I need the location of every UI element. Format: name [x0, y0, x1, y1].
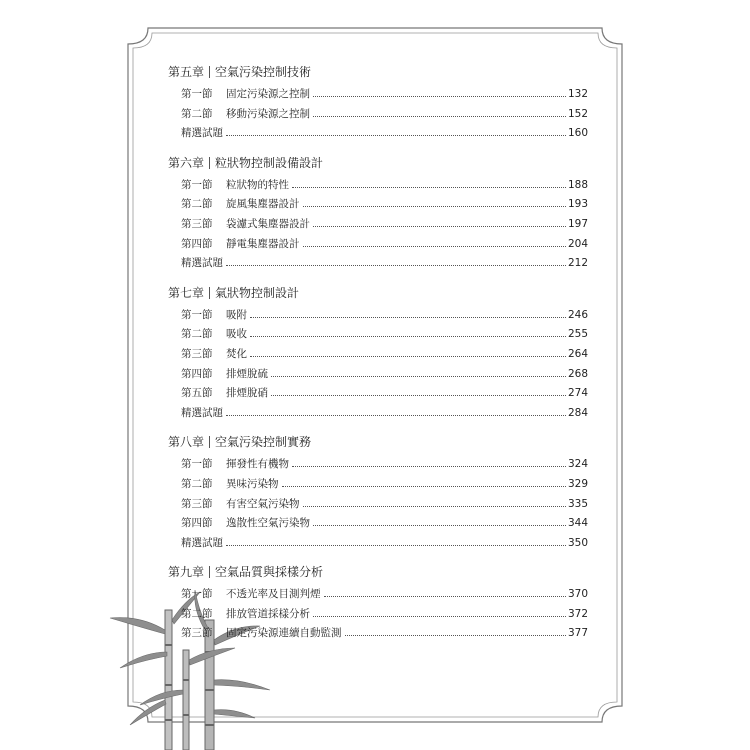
chapter-block: [168, 564, 588, 644]
page-number: 193: [567, 198, 588, 211]
chapter-divider: [209, 566, 210, 578]
dot-leader: [303, 505, 566, 507]
chapter-title: 空氣品質與採樣分析: [215, 565, 324, 580]
dot-leader: [313, 225, 566, 227]
dot-leader: [271, 375, 566, 377]
section-number: 第四節: [181, 237, 213, 250]
toc-entry[interactable]: [168, 325, 588, 345]
chapter-heading[interactable]: [168, 64, 588, 81]
section-title: 排放管道採樣分析: [226, 607, 310, 620]
chapter-heading[interactable]: [168, 434, 588, 451]
toc-entry[interactable]: [168, 585, 588, 605]
chapter-number: 第八章: [168, 435, 205, 450]
section-number: 第一節: [181, 308, 213, 321]
page-number: 350: [567, 536, 588, 549]
chapter-number: 第九章: [168, 565, 205, 580]
page-number: 197: [567, 217, 588, 230]
chapter-heading[interactable]: [168, 155, 588, 172]
chapter-divider: [209, 66, 210, 78]
dot-leader: [303, 205, 566, 207]
dot-leader: [324, 595, 566, 597]
toc-entry[interactable]: [168, 124, 588, 144]
dot-leader: [303, 245, 566, 247]
page-number: 344: [567, 517, 588, 530]
dot-leader: [250, 355, 566, 357]
section-number: 第一節: [181, 588, 213, 601]
section-title: 精選試題: [181, 127, 223, 140]
dot-leader: [226, 264, 566, 266]
toc-entry[interactable]: [168, 475, 588, 495]
page-number: 370: [567, 588, 588, 601]
dot-leader: [292, 186, 566, 188]
chapter-heading[interactable]: [168, 285, 588, 302]
toc-entry[interactable]: [168, 176, 588, 196]
dot-leader: [313, 615, 566, 617]
toc-entry[interactable]: [168, 306, 588, 326]
dot-leader: [345, 634, 566, 636]
page-number: 246: [567, 308, 588, 321]
toc-entry[interactable]: [168, 404, 588, 424]
chapter-block: [168, 285, 588, 424]
section-title: 吸收: [226, 328, 247, 341]
section-title: 精選試題: [181, 536, 223, 549]
section-title: 固定污染源之控制: [226, 88, 310, 100]
chapter-block: [168, 64, 588, 144]
toc-entry[interactable]: [168, 455, 588, 475]
chapter-number: 第七章: [168, 285, 205, 300]
page-number: 377: [567, 627, 588, 640]
page-number: 274: [567, 387, 588, 400]
dot-leader: [250, 335, 566, 337]
section-title: 固定污染源連續自動監測: [226, 627, 342, 640]
dot-leader: [282, 485, 566, 487]
table-of-contents: [168, 64, 588, 655]
page-number: 255: [567, 328, 588, 341]
toc-entry[interactable]: [168, 85, 588, 105]
page-number: 335: [567, 497, 588, 510]
toc-entry[interactable]: [168, 345, 588, 365]
toc-entry[interactable]: [168, 384, 588, 404]
section-title: 異味污染物: [226, 477, 279, 490]
chapter-divider: [209, 436, 210, 448]
section-title: 有害空氣污染物: [226, 497, 300, 510]
page-number: 268: [567, 367, 588, 380]
toc-entry[interactable]: [168, 495, 588, 515]
chapter-divider: [209, 157, 210, 169]
section-number: 第五節: [181, 387, 213, 400]
dot-leader: [226, 414, 566, 416]
section-title: 精選試題: [181, 406, 223, 419]
toc-entry[interactable]: [168, 534, 588, 554]
page-number: 284: [567, 406, 588, 419]
page-number: 204: [567, 237, 588, 250]
chapter-divider: [209, 287, 210, 299]
dot-leader: [313, 115, 566, 117]
dot-leader: [313, 524, 566, 526]
section-number: 第一節: [181, 88, 213, 100]
toc-entry[interactable]: [168, 235, 588, 255]
chapter-title: 粒狀物控制設備設計: [215, 155, 324, 170]
toc-entry[interactable]: [168, 105, 588, 125]
section-number: 第二節: [181, 198, 213, 211]
section-title: 靜電集塵器設計: [226, 237, 300, 250]
section-title: 焚化: [226, 347, 247, 360]
chapter-title: 空氣污染控制技術: [215, 65, 312, 79]
section-title: 移動污染源之控制: [226, 107, 310, 120]
toc-entry[interactable]: [168, 254, 588, 274]
chapter-number: 第五章: [168, 65, 205, 79]
section-title: 排煙脫硝: [226, 387, 268, 400]
section-number: 第三節: [181, 627, 213, 640]
toc-entry[interactable]: [168, 365, 588, 385]
section-title: 排煙脫硫: [226, 367, 268, 380]
chapter-heading[interactable]: [168, 564, 588, 581]
chapter-block: [168, 155, 588, 274]
dot-leader: [226, 134, 566, 136]
dot-leader: [313, 95, 566, 97]
toc-entry[interactable]: [168, 215, 588, 235]
page-number: 329: [567, 477, 588, 490]
dot-leader: [226, 544, 566, 546]
page-number: 212: [567, 257, 588, 270]
section-title: 逸散性空氣污染物: [226, 517, 310, 530]
page-number: 160: [567, 127, 588, 140]
toc-entry[interactable]: [168, 624, 588, 644]
chapter-title: 空氣污染控制實務: [215, 435, 312, 450]
section-number: 第二節: [181, 107, 213, 120]
section-number: 第一節: [181, 178, 213, 191]
section-number: 第一節: [181, 458, 213, 471]
section-title: 吸附: [226, 308, 247, 321]
page-number: 264: [567, 347, 588, 360]
toc-entry[interactable]: [168, 195, 588, 215]
dot-leader: [292, 465, 566, 467]
section-title: 袋濾式集塵器設計: [226, 217, 310, 230]
section-title: 揮發性有機物: [226, 458, 289, 471]
section-title: 不透光率及目測判煙: [226, 588, 321, 601]
page-number: 372: [567, 607, 588, 620]
page-number: 324: [567, 458, 588, 471]
chapter-title: 氣狀物控制設計: [215, 285, 300, 300]
chapter-block: [168, 434, 588, 553]
page-number: 188: [567, 178, 588, 191]
section-number: 第三節: [181, 347, 213, 360]
section-title: 精選試題: [181, 257, 223, 270]
toc-entry[interactable]: [168, 514, 588, 534]
section-title: 粒狀物的特性: [226, 178, 289, 191]
section-number: 第三節: [181, 217, 213, 230]
dot-leader: [271, 394, 566, 396]
section-number: 第二節: [181, 477, 213, 490]
section-number: 第三節: [181, 497, 213, 510]
chapter-number: 第六章: [168, 155, 205, 170]
section-number: 第四節: [181, 367, 213, 380]
section-number: 第四節: [181, 517, 213, 530]
section-number: 第二節: [181, 607, 213, 620]
toc-entry[interactable]: [168, 605, 588, 625]
dot-leader: [250, 316, 566, 318]
page-number: 132: [567, 88, 588, 100]
section-title: 旋風集塵器設計: [226, 198, 300, 211]
page-number: 152: [567, 107, 588, 120]
section-number: 第二節: [181, 328, 213, 341]
